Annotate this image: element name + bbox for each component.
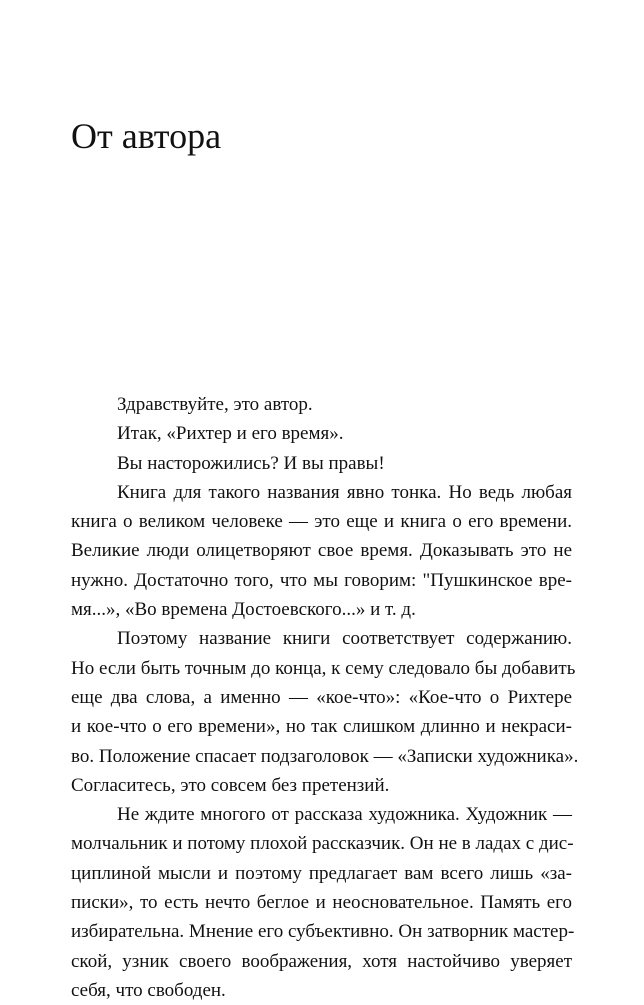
text-line: Не ждите многого от рассказа художника. Художник — xyxy=(117,804,572,826)
text-line: Здравствуйте, это автор. xyxy=(117,394,313,415)
text-line: Поэтому название книги соответствует содержанию. xyxy=(117,628,572,650)
text-line: и кое-что о его времени», но так слишком длинно и некраси- xyxy=(71,716,572,738)
text-line: Но если быть точным до конца, к сему следовало бы добавить xyxy=(71,657,576,679)
text-line: себя, что свободен. xyxy=(71,979,226,1001)
text-line: книга о великом человеке — это еще и книга о его времени. xyxy=(71,511,572,533)
text-line: ской, узник своего воображения, хотя настойчиво уверяет xyxy=(71,950,572,972)
text-line: нужно. Достаточно того, что мы говорим: "Пушкинское вре- xyxy=(71,569,572,591)
text-line: еще два слова, а именно — «кое-что»: «Кое-что о Рихтере xyxy=(71,686,572,708)
text-line: молчальник и потому плохой рассказчик. Он не в ладах с дис- xyxy=(71,833,574,855)
text-line: Книга для такого названия явно тонка. Но ведь любая xyxy=(117,481,572,503)
text-line: избирательна. Мнение его субъективно. Он затворник мастер- xyxy=(71,921,575,943)
text-line: во. Положение спасает подзаголовок — «Записки художника». xyxy=(71,745,579,767)
text-line: Великие люди олицетворяют свое время. Доказывать это не xyxy=(71,540,572,562)
text-line: циплиной мысли и поэтому предлагает вам всего лишь «за- xyxy=(71,862,572,884)
text-line: Согласитесь, это совсем без претензий. xyxy=(71,774,390,796)
text-line: мя...», «Во времена Достоевского...» и т. д. xyxy=(71,599,416,621)
text-line: Вы насторожились? И вы правы! xyxy=(117,452,385,474)
chapter-title: От автора xyxy=(71,116,222,156)
text-line: писки», то есть нечто беглое и неосновательное. Память его xyxy=(71,892,572,914)
body-text xyxy=(71,390,579,1005)
text-line: Итак, «Рихтер и его время». xyxy=(117,423,344,445)
